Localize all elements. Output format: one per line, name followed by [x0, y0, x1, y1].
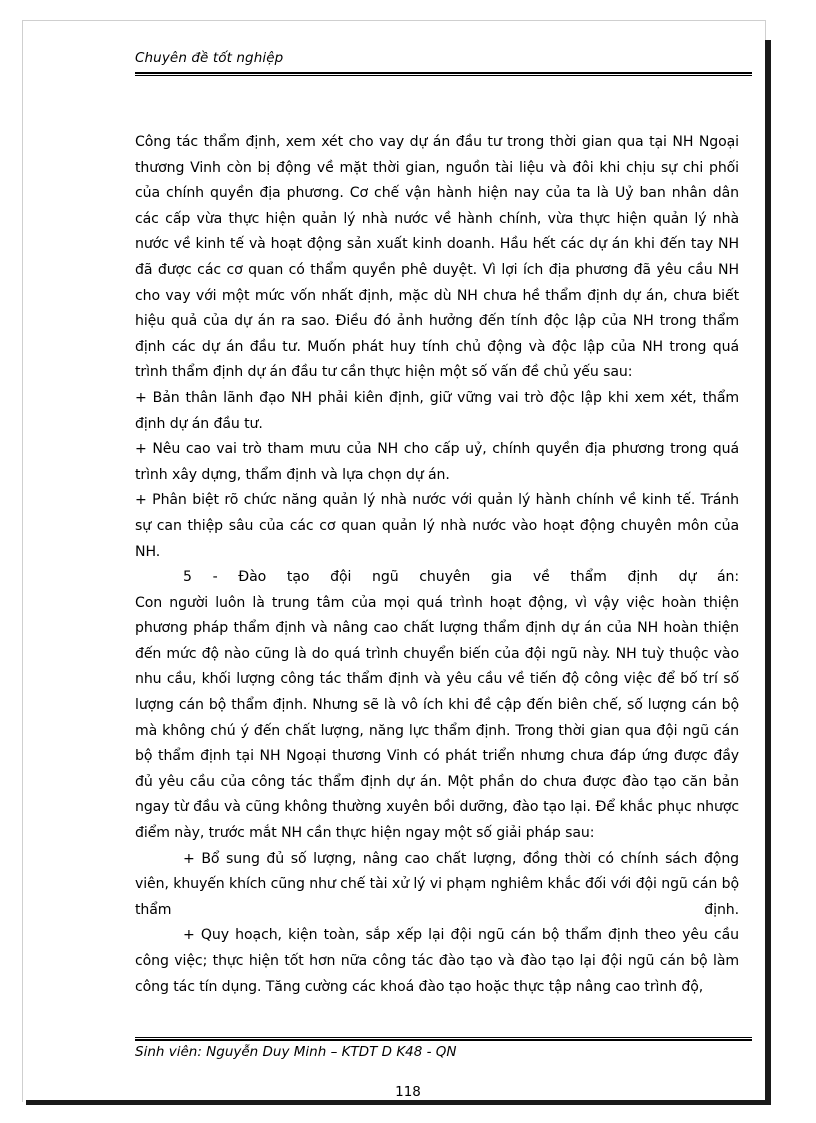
header-rule-thick [135, 72, 752, 74]
page-header: Chuyên đề tốt nghiệp [135, 50, 284, 66]
footer-rule-thin [135, 1037, 752, 1038]
page-number: 118 [395, 1084, 421, 1100]
section-heading: 5 - Đào tạo đội ngũ chuyên gia về thẩm định dự án: [183, 569, 739, 586]
paragraph-bullet-5: + Quy hoạch, kiện toàn, sắp xếp lại đội ngũ cán bộ thẩm định theo yêu cầu công việc; thực hiện tốt hơn nữa công tác đào tạo và đào tạo lại đội ngũ cán bộ làm công tác tín dụng. Tăng cường các khoá đào tạo hoặc thực tập nâng cao trình độ, [135, 927, 739, 995]
paragraph-bullet-2: + Nêu cao vai trò tham mưu của NH cho cấp uỷ, chính quyền địa phương trong quá trình xây dựng, thẩm định và lựa chọn dự án. [135, 441, 739, 483]
page-border-right [765, 20, 766, 42]
header-rule-thin [135, 75, 752, 76]
paragraph-bullet-1: + Bản thân lãnh đạo NH phải kiên định, giữ vững vai trò độc lập khi xem xét, thẩm định dự án đầu tư. [135, 389, 739, 432]
page-shadow-bottom [26, 1100, 771, 1105]
paragraph-training: Con người luôn là trung tâm của mọi quá trình hoạt động, vì vậy việc hoàn thiện phương pháp thẩm định và nâng cao chất lượng thẩm định dự án của NH hoàn thiện đến mức độ nào cũng là do quá trình chuyển biến của đội ngũ này. NH tuỳ thuộc vào nhu cầu, khối lượng công tác thẩm định và yêu cầu về tiến độ công việc để bố trí số lượng cán bộ thẩm định. Nhưng sẽ là vô ích khi đề cập đến biên chế, số lượng cán bộ mà không chú ý đến chất lượng, năng lực thẩm định. Trong thời gian qua đội ngũ cán bộ thẩm định tại NH Ngoại thương Vinh có phát triển nhưng chưa đáp ứng được đầy đủ yêu cầu của công tác thẩm định dự án. Một phần do chưa được đào tạo căn bản ngay từ đầu và cũng không thường xuyên bồi dưỡng, đào tạo lại. Để khắc phục nhược điểm này, trước mắt NH cần thực hiện ngay một số giải pháp sau: [135, 594, 739, 842]
footer-rule-thick [135, 1039, 752, 1041]
page-border-top [22, 20, 766, 21]
paragraph-bullet-3: + Phân biệt rõ chức năng quản lý nhà nước với quản lý hành chính về kinh tế. Tránh sự can thiệp sâu của các cơ quan quản lý nhà nước vào hoạt động chuyên môn của NH. [135, 492, 739, 560]
paragraph-intro: Công tác thẩm định, xem xét cho vay dự án đầu tư trong thời gian qua tại NH Ngoại thương Vinh còn bị động về mặt thời gian, nguồn tài liệu và đôi khi chịu sự chi phối của chính quyền địa phương. Cơ chế vận hành hiện nay của ta là Uỷ ban nhân dân các cấp vừa thực hiện quản lý nhà nước về hành chính, vừa thực hiện quản lý nhà nước về kinh tế và hoạt động sản xuất kinh doanh. Hầu hết các dự án khi đến tay NH đã được các cơ quan có thẩm quyền phê duyệt. Vì lợi ích địa phương đã yêu cầu NH cho vay với một mức vốn nhất định, mặc dù NH chưa hề thẩm định dự án, chưa biết hiệu quả của dự án ra sao. Điều đó ảnh hưởng đến tính độc lập của NH trong thẩm định các dự án đầu tư. Muốn phát huy tính chủ động và độc lập của NH trong quá trình thẩm định dự án đầu tư cần thực hiện một số vấn đề chủ yếu sau: [135, 134, 739, 381]
page-footer: Sinh viên: Nguyễn Duy Minh – KTDT D K48 - QN [135, 1044, 457, 1060]
page-shadow-right [765, 40, 771, 1100]
document-body [135, 130, 739, 1000]
paragraph-bullet-4: + Bổ sung đủ số lượng, nâng cao chất lượng, đồng thời có chính sách động viên, khuyến khích cũng như chế tài xử lý vi phạm nghiêm khắc đối với đội ngũ cán bộ thẩm định. [135, 850, 739, 918]
page-border-left [22, 20, 23, 1102]
